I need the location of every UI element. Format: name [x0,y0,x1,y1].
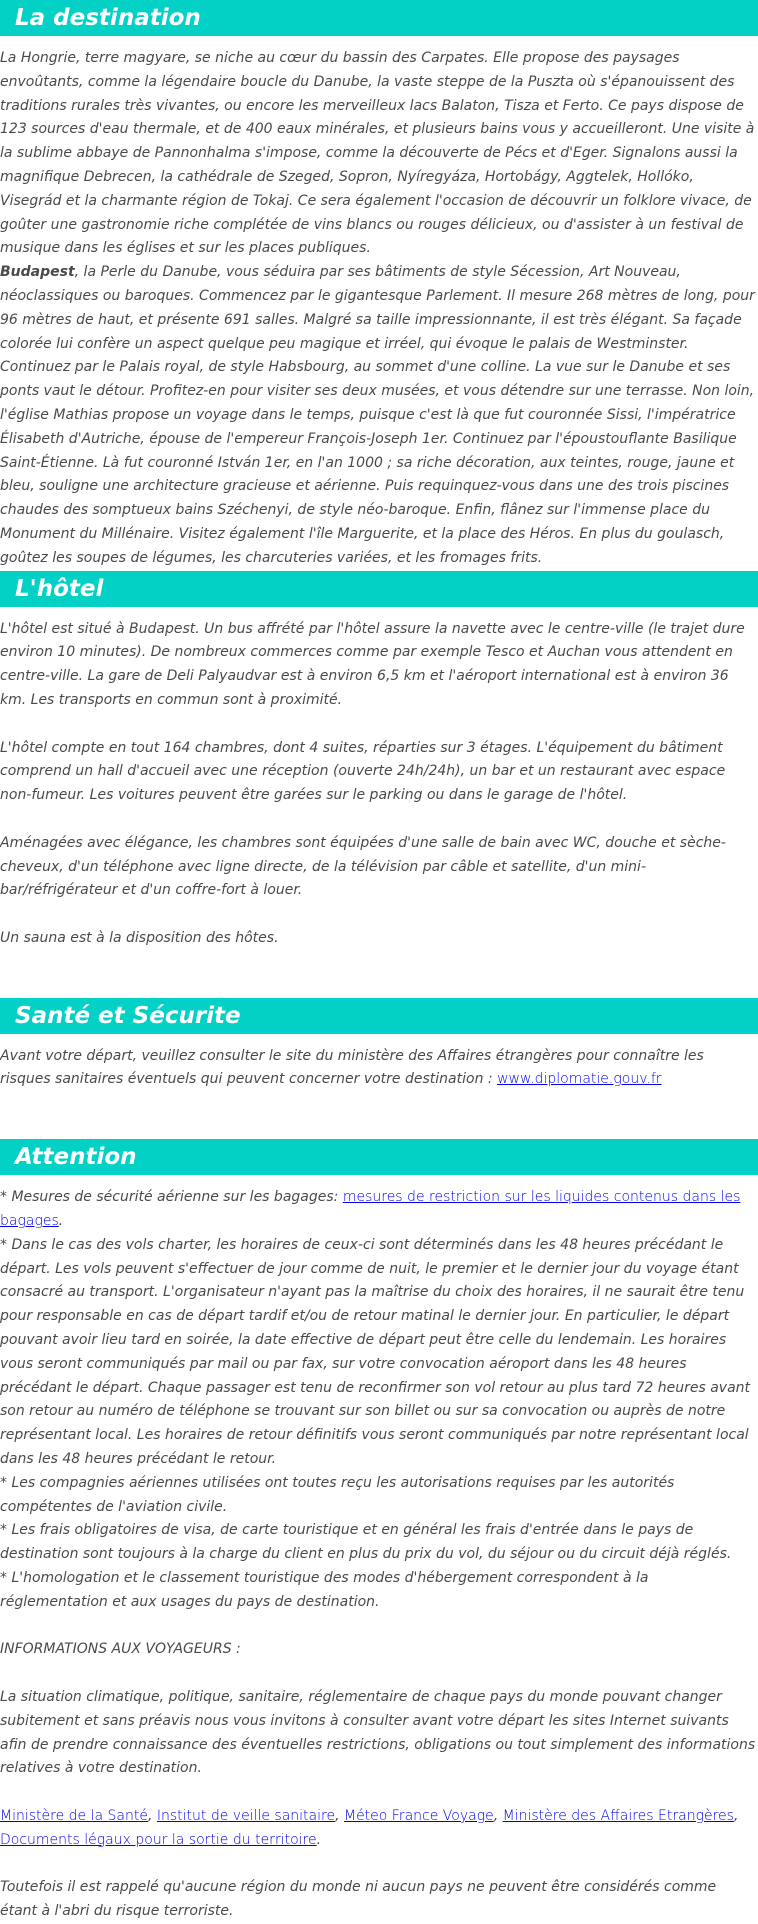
destination-paragraph-2 [0,261,756,570]
link-ministere-sante[interactable]: Ministère de la Santé [0,1808,148,1824]
hotel-paragraph-2: L'hôtel compte en tout 164 chambres, dont 4 suites, réparties sur 3 étages. L'équipement du bâtiment comprend un hall d'accueil avec une réception (ouverte 24h/24h), un bar et un restaurant avec espace non-fumeur. Les voitures peuvent être garées sur le parking ou dans le garage de l'hôtel. [0,739,726,804]
link-documents-legaux[interactable]: Documents légaux pour la sortie du territoire [0,1831,317,1848]
liquides-restriction-link[interactable]: mesures de restriction sur les liquides contenus dans les bagages [0,1189,741,1230]
info-heading: INFORMATIONS AUX VOYAGEURS : [0,1641,241,1658]
links-end: . [316,1831,322,1848]
hotel-text [0,618,758,951]
budapest-bold: Budapest [0,264,75,281]
sante-text-body: Avant votre départ, veuillez consulter le site du ministère des Affaires étrangères pour connaître les risques sanitaires éventuels qui peuvent concerner votre destination : [0,1047,704,1088]
link-affaires-etrangeres[interactable]: Ministère des Affaires Etrangères [502,1808,734,1824]
link-separator: , [733,1808,739,1824]
bullet-1-text: * Mesures de sécurité aérienne sur les bagages: [0,1189,343,1206]
section-title-attention: Attention [0,1139,758,1175]
spacer [0,36,758,47]
attention-bullet-3: * Les compagnies aériennes utilisées ont toutes reçu les autorisations requises par les autorités compétentes de l'aviation civile. [0,1474,675,1515]
info-paragraph: La situation climatique, politique, sanitaire, réglementaire de chaque pays du monde pouvant changer subitement et sans préavis nous vous invitons à consulter avant votre départ les sites Internet suivants afin de prendre connaissance des éventuelles restrictions, obligations ou tout simplement des informations relatives à votre destination. [0,1689,756,1777]
sante-paragraph [0,1045,756,1093]
bullet-1-end: . [58,1213,64,1230]
section-title-destination: La destination [0,0,758,36]
attention-text [0,1186,758,1924]
link-meteo-france[interactable]: Méteo France Voyage [343,1808,494,1824]
link-institut-veille[interactable]: Institut de veille sanitaire [156,1808,336,1824]
hotel-paragraph-3: Aménagées avec élégance, les chambres sont équipées d'une salle de bain avec WC, douche et sèche-cheveux, d'un téléphone avec ligne directe, de la télévision par câble et satellite, d'un mini-bar/réfrigérateur et d'un coffre-fort à louer. [0,834,726,899]
section-title-sante: Santé et Sécurite [0,998,758,1034]
sante-text [0,1045,758,1093]
hotel-paragraph-4: Un sauna est à la disposition des hôtes. [0,929,279,946]
destination-paragraph-1: La Hongrie, terre magyare, se niche au cœur du bassin des Carpates. Elle propose des paysages envoûtants, comme la légendaire boucle du Danube, la vaste steppe de la Puszta où s'épanouissent des traditions rurales très vivantes, ou encore les merveilleux lacs Balaton, Tisza et Ferto. Ce pays dispose de 123 sources d'eau thermale, et de 400 eaux minérales, et plusieurs bains vous y accueilleront. Une visite à la sublime abbaye de Pannonhalma s'impose, comme la découverte de Pécs et d'Eger. Signalons aussi la magnifique Debrecen, la cathédrale de Szeged, Sopron, Nyíregyáza, Hortobágy, Aggtelek, Hollóko, Visegrád et la charmante région de Tokaj. Ce sera également l'occasion de découvrir un folklore vivace, de goûter une gastronomie riche complétée de vins blancs ou rouges délicieux, ou d'assister à un festival de musique dans les églises et sur les places publiques. [0,50,755,257]
link-separator: , [147,1808,157,1824]
link-separator: , [493,1808,503,1824]
final-paragraph: Toutefois il est rappelé qu'aucune région du monde ni aucun pays ne peuvent être considérés comme étant à l'abri du risque terroriste. [0,1879,717,1920]
spacer [0,607,758,618]
hotel-paragraph-1: L'hôtel est situé à Budapest. Un bus affrété par l'hôtel assure la navette avec le centre-ville (le trajet dure environ 10 minutes). De nombreux commerces comme par exemple Tesco et Auchan vous attendent en centre-ville. La gare de Deli Palyaudvar est à environ 6,5 km et l'aéroport international est à environ 36 km. Les transports en commun sont à proximité. [0,620,745,708]
attention-bullet-1 [0,1186,756,1234]
section-title-hotel: L'hôtel [0,571,758,607]
attention-bullet-2: * Dans le cas des vols charter, les horaires de ceux-ci sont déterminés dans les 48 heures précédant le départ. Les vols peuvent s'effectuer de jour comme de nuit, le premier et le dernier jour du voyage étant consacré au transport. L'organisateur n'ayant pas la maîtrise du choix des horaires, il ne saurait être tenu pour responsable en cas de départ tardif et/ou de retour matinal le dernier jour. En particulier, le départ pouvant avoir lieu tard en soirée, la date effective de départ peut être celle du lendemain. Les horaires vous seront communiqués par mail ou par fax, sur votre convocation aéroport dans les 48 heures précédant le départ. Chaque passager est tenu de reconfirmer son vol retour au plus tard 72 heures avant son retour au numéro de téléphone se trouvant sur son billet ou sur sa convocation ou auprès de notre représentant local. Les horaires de retour définitifs vous seront communiqués par notre représentant local dans les 48 heures précédant le retour. [0,1236,751,1468]
destination-paragraph-2-text: , la Perle du Danube, vous séduira par ses bâtiments de style Sécession, Art Nouveau, néoclassiques ou baroques. Commencez par le gigantesque Parlement. Il mesure 268 mètres de long, pour 96 mètres de haut, et présente 691 salles. Malgré sa taille impressionnante, il est très élégant. Sa façade colorée lui confère un aspect quelque peu magique et irréel, qui évoque le palais de Westminster. Continuez par le Palais royal, de style Habsbourg, au sommet d'une colline. La vue sur le Danube et ses ponts vaut le détour. Profitez-en pour visiter ses deux musées, et vous détendre sur une terrasse. Non loin, l'église Mathias propose un voyage dans le temps, puisque c'est là que fut couronnée Sissi, l'impératrice Élisabeth d'Autriche, épouse de l'empereur François-Joseph 1er. Continuez par l'époustouflante Basilique Saint-Étienne. Là fut couronné István 1er, en l'an 1000 ; sa riche décoration, aux teintes, rouge, jaune et bleu, souligne une architecture gracieuse et aérienne. Puis requinquez-vous dans une des trois piscines chaudes des somptueux bains Széchenyi, de style néo-baroque. Enfin, flânez sur l'immense place du Monument du Millénaire. Visitez également l'île Marguerite, et la place des Héros. En plus du goulasch, goûtez les soupes de légumes, les charcuteries variées, et les fromages frits. [0,264,755,566]
link-separator: , [335,1808,344,1824]
attention-bullet-5: * L'homologation et le classement touristique des modes d'hébergement correspondent à la réglementation et aux usages du pays de destination. [0,1570,649,1610]
info-links [0,1805,756,1853]
attention-bullet-4: * Les frais obligatoires de visa, de carte touristique et en général les frais d'entrée dans le pays de destination sont toujours à la charge du client en plus du prix du vol, du séjour ou du circuit déjà réglés. [0,1522,732,1563]
destination-text [0,47,758,571]
diplomatie-link[interactable]: www.diplomatie.gouv.fr [497,1071,662,1088]
